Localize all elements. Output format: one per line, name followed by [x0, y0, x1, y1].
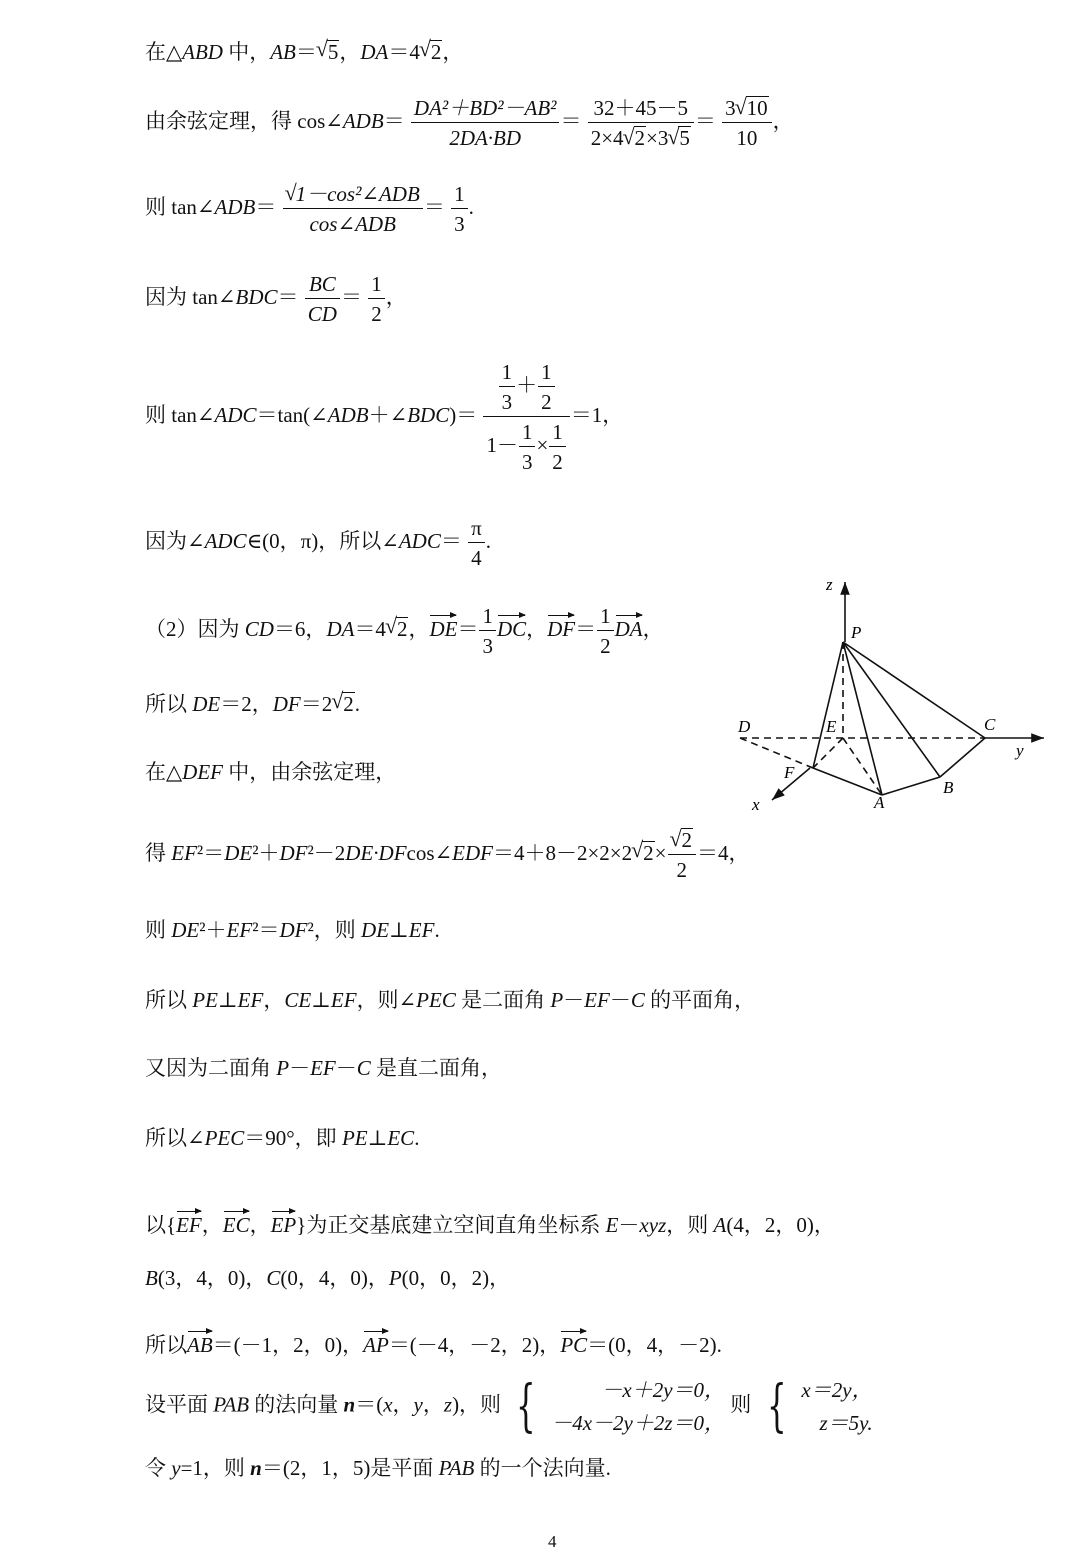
text: . — [414, 1126, 420, 1150]
var: C — [356, 1056, 371, 1080]
var: EC — [387, 1126, 415, 1150]
fraction: $\frac{1}{3}$ — [479, 604, 496, 658]
text: 在△ — [145, 40, 183, 64]
var: DF — [279, 840, 308, 865]
var: y — [413, 1392, 423, 1417]
text: ＝tan(∠ — [256, 403, 328, 428]
fraction: $\frac{BC}{CD}$ — [305, 272, 340, 326]
text: ， — [526, 616, 548, 641]
var: EF — [408, 918, 435, 942]
text: ＝4 — [354, 616, 386, 641]
text: 的平面角， — [644, 988, 756, 1012]
var: P — [550, 988, 564, 1012]
fraction: $\frac{1}{2}$ — [368, 272, 385, 326]
text: ， — [263, 988, 285, 1012]
text: (3，4，0)， — [157, 1266, 267, 1290]
edge-FA — [813, 768, 882, 795]
text: ＝(0，4，－2). — [587, 1333, 722, 1357]
text: ，则∠ — [356, 988, 417, 1012]
text: 令 — [145, 1456, 172, 1480]
text: ＝4 — [388, 40, 420, 64]
text-line-13 — [145, 1058, 502, 1079]
var: EF — [171, 840, 197, 865]
edge-PF — [813, 642, 843, 768]
text: ²＋ — [199, 918, 227, 942]
vector: AP — [363, 1328, 389, 1356]
var: C — [266, 1266, 281, 1290]
text: ， — [422, 1392, 444, 1417]
fraction: √ $\frac{\text{1－cos²∠ADB}}{\text{cos∠ADB}}$ — [283, 182, 423, 236]
text: ＝( — [355, 1392, 384, 1417]
edge-EA-hidden — [843, 738, 882, 795]
text: ＝ — [340, 284, 362, 309]
label-D: D — [738, 717, 751, 736]
text-line-12 — [145, 990, 755, 1011]
text-line-15 — [145, 1208, 835, 1236]
text: － — [618, 1213, 640, 1237]
text: }为正交基底建立空间直角坐标系 — [296, 1213, 606, 1237]
text: ， — [642, 616, 664, 641]
edge-PB — [843, 642, 940, 777]
text-line-9 — [145, 762, 396, 783]
edge-DF-hidden — [740, 738, 813, 768]
var: E — [605, 1213, 619, 1237]
text: － — [289, 1056, 311, 1080]
text: ， — [392, 1392, 414, 1417]
var: DE — [192, 692, 221, 716]
var: DF — [272, 692, 301, 716]
text: 则 — [145, 918, 172, 942]
text: ，则 — [666, 1213, 714, 1237]
text: (4，2，0)， — [726, 1213, 835, 1237]
text-line-16 — [145, 1268, 510, 1289]
text: 的法向量 — [249, 1392, 344, 1417]
label-F: F — [784, 763, 795, 782]
text: 在△ — [145, 760, 183, 784]
label-C: C — [984, 715, 996, 734]
pyramid-figure — [725, 570, 1055, 820]
var: A — [713, 1213, 727, 1237]
fraction: $\frac{1}{3}$ — [451, 182, 468, 236]
text: cos∠ — [406, 840, 453, 865]
text: ＝(－1，2，0)， — [212, 1333, 364, 1357]
edge-EF-hidden — [813, 738, 843, 768]
fraction: $\frac{1}{2}$ — [597, 604, 614, 658]
text: （2）因为 — [145, 616, 245, 641]
text-line-6 — [145, 516, 491, 570]
var: z — [443, 1392, 453, 1417]
var: DE — [361, 918, 390, 942]
label-A: A — [874, 793, 885, 812]
vector-n: n — [250, 1456, 262, 1480]
text: － — [609, 988, 631, 1012]
text: ＝ — [440, 528, 462, 553]
text: 的一个法向量. — [474, 1456, 611, 1480]
text: ＝(－4，－2，2)， — [388, 1333, 561, 1357]
text: ＝1， — [570, 403, 624, 428]
text: 则 — [730, 1392, 752, 1417]
var: y — [171, 1456, 181, 1480]
var: DEF — [182, 760, 223, 784]
sqrt: √ 5 — [317, 40, 340, 63]
text: ²＝ — [196, 840, 225, 865]
text: 由余弦定理，得 cos∠ — [145, 108, 343, 133]
text: ， — [201, 1213, 223, 1237]
text: ＝4＋8－2×2×2 — [492, 840, 633, 865]
var: P — [388, 1266, 402, 1290]
var: ABD — [182, 40, 223, 64]
var: DE — [224, 840, 253, 865]
text-line-10 — [145, 828, 750, 882]
text: ²＝ — [252, 918, 280, 942]
var: EF — [584, 988, 610, 1012]
text-line-18 — [145, 1374, 873, 1439]
var: xyz — [639, 1213, 667, 1237]
var: AB — [270, 40, 296, 64]
vector: EP — [271, 1208, 297, 1236]
text: . — [468, 194, 474, 219]
var: ADC — [398, 528, 441, 553]
vector: AB — [187, 1328, 213, 1356]
fraction: $\frac{32+45-5}{2\times 4√ 2\times 3√ 5}$ — [588, 96, 694, 150]
text-line-7 — [145, 604, 664, 658]
compound-fraction: $\frac{1}{3}$ ＋ $\frac{1}{2}$ 1－ $\frac{1}{3}$ × $\frac{1}{2}$ — [483, 360, 569, 475]
text: . — [485, 528, 491, 553]
vector: DA — [615, 612, 643, 640]
var: CD — [244, 616, 274, 641]
text: ＋∠ — [368, 403, 408, 428]
page-number: 4 — [548, 1532, 557, 1551]
left-brace: { — [766, 1373, 787, 1439]
var: PEC — [204, 1126, 245, 1150]
text-line-3 — [145, 182, 474, 236]
text: ∈(0，π)，所以∠ — [246, 528, 399, 553]
vector: EF — [176, 1208, 202, 1236]
text: ＝ — [694, 108, 716, 133]
text: ， — [408, 616, 430, 641]
edge-BC — [940, 738, 985, 777]
text: ⊥ — [217, 988, 238, 1012]
text: ＝ — [423, 194, 445, 219]
text: 所以∠ — [145, 1126, 205, 1150]
text: =1，则 — [180, 1456, 251, 1480]
text: ²－2 — [307, 840, 346, 865]
text: 中， — [222, 40, 271, 64]
var: EF — [226, 918, 253, 942]
text: ⊥ — [389, 918, 409, 942]
vector: PC — [560, 1328, 587, 1356]
var: EDF — [452, 840, 493, 865]
text: ²＋ — [252, 840, 280, 865]
text: ， — [385, 284, 407, 309]
text: 所以 — [145, 1333, 187, 1357]
sqrt: √ 2 — [632, 841, 655, 864]
var: ADB — [327, 403, 369, 428]
var: DA — [360, 40, 389, 64]
var: EF — [330, 988, 357, 1012]
sqrt: √ 2 — [386, 617, 409, 640]
label-P: P — [851, 623, 862, 642]
var: x — [383, 1392, 393, 1417]
text: ＝ — [560, 108, 582, 133]
var: DF — [279, 918, 308, 942]
text: 设平面 — [145, 1392, 214, 1417]
label-B: B — [943, 778, 954, 797]
text: ＝2， — [220, 692, 273, 716]
text: ＝2 — [300, 692, 333, 716]
text: 又因为二面角 — [145, 1056, 277, 1080]
var: C — [630, 988, 645, 1012]
var: ADC — [214, 403, 257, 428]
text: 则 tan∠ — [145, 403, 215, 428]
text: ＝6， — [273, 616, 327, 641]
text: 是直二面角， — [370, 1056, 502, 1080]
text: × — [654, 840, 667, 865]
fraction: $\frac{\text{DA²＋BD²－AB²}}{2DA\cdot BD}$ — [411, 96, 560, 150]
var: B — [145, 1266, 158, 1290]
var: DE·DF — [345, 840, 407, 865]
text: 以{ — [145, 1213, 177, 1237]
text: ＝ — [295, 40, 317, 64]
vector: DF — [547, 612, 575, 640]
text-line-2 — [145, 96, 794, 150]
var: BDC — [235, 284, 278, 309]
vector-n: n — [343, 1392, 356, 1417]
equation-system: x＝2y， z＝5y. — [801, 1378, 873, 1435]
text: ⊥ — [311, 988, 331, 1012]
text: ＝4， — [697, 840, 750, 865]
var: PE — [341, 1126, 368, 1150]
sqrt: √ 2 — [420, 40, 443, 63]
text-line-1 — [145, 40, 463, 63]
var: PAB — [438, 1456, 475, 1480]
text-line-4 — [145, 272, 407, 326]
text: (0，0，2)， — [401, 1266, 511, 1290]
text: ， — [249, 1213, 271, 1237]
var: DE — [171, 918, 200, 942]
sqrt: √ 2 — [332, 692, 355, 715]
text: 所以 — [145, 692, 193, 716]
text: (0，4，0)， — [280, 1266, 389, 1290]
text: ＝ — [575, 616, 597, 641]
vector: EC — [223, 1208, 250, 1236]
text-line-5 — [145, 360, 623, 475]
fraction: $\frac{\pi}{4}$ — [468, 516, 485, 570]
text: ＝90°，即 — [244, 1126, 342, 1150]
label-E: E — [826, 717, 837, 736]
text-line-17 — [145, 1328, 722, 1356]
label-y: y — [1016, 741, 1024, 760]
text: )＝ — [449, 403, 478, 428]
text: － — [563, 988, 585, 1012]
text: . — [434, 918, 440, 942]
text: 则 tan∠ — [145, 194, 215, 219]
text: － — [335, 1056, 357, 1080]
var: EF — [310, 1056, 336, 1080]
text: ＝ — [457, 616, 479, 641]
text: ＝ — [383, 108, 405, 133]
var: PAB — [213, 1392, 250, 1417]
var: ADB — [214, 194, 256, 219]
vector: DE — [429, 612, 457, 640]
text: 得 — [145, 840, 172, 865]
var: ADC — [204, 528, 247, 553]
text: ＝(2，1，5)是平面 — [261, 1456, 439, 1480]
text: 因为∠ — [145, 528, 205, 553]
label-x: x — [752, 795, 760, 814]
text-line-14 — [145, 1128, 419, 1149]
fraction: √ $\frac{2}{2}$ — [668, 828, 697, 882]
var: PEC — [416, 988, 456, 1012]
text: )，则 — [452, 1392, 502, 1417]
text-line-19 — [145, 1458, 611, 1479]
edge-AB — [882, 777, 940, 795]
equation-system: －x＋2y＝0， －4x－2y＋2z＝0， — [551, 1378, 726, 1435]
text-line-8 — [145, 692, 360, 715]
var: BDC — [407, 403, 450, 428]
var: ADB — [342, 108, 384, 133]
text: 中，由余弦定理， — [222, 760, 397, 784]
var: CE — [284, 988, 312, 1012]
text-line-11 — [145, 920, 440, 941]
var: PE — [192, 988, 218, 1012]
vector: DC — [497, 612, 526, 640]
left-brace: { — [516, 1373, 536, 1439]
text: ⊥ — [367, 1126, 388, 1150]
text: ， — [339, 40, 361, 64]
text: ， — [442, 40, 464, 64]
text: ²，则 — [307, 918, 362, 942]
label-z: z — [826, 575, 833, 594]
text: ， — [772, 108, 794, 133]
text: ＝ — [277, 284, 299, 309]
fraction: $\frac{3√ 10}{10}$ — [722, 96, 772, 150]
var: P — [276, 1056, 290, 1080]
text: 是二面角 — [455, 988, 551, 1012]
var: DA — [326, 616, 355, 641]
text: ＝ — [255, 194, 277, 219]
text: 所以 — [145, 988, 193, 1012]
var: EF — [237, 988, 264, 1012]
text: . — [354, 692, 360, 716]
text: 因为 tan∠ — [145, 284, 236, 309]
